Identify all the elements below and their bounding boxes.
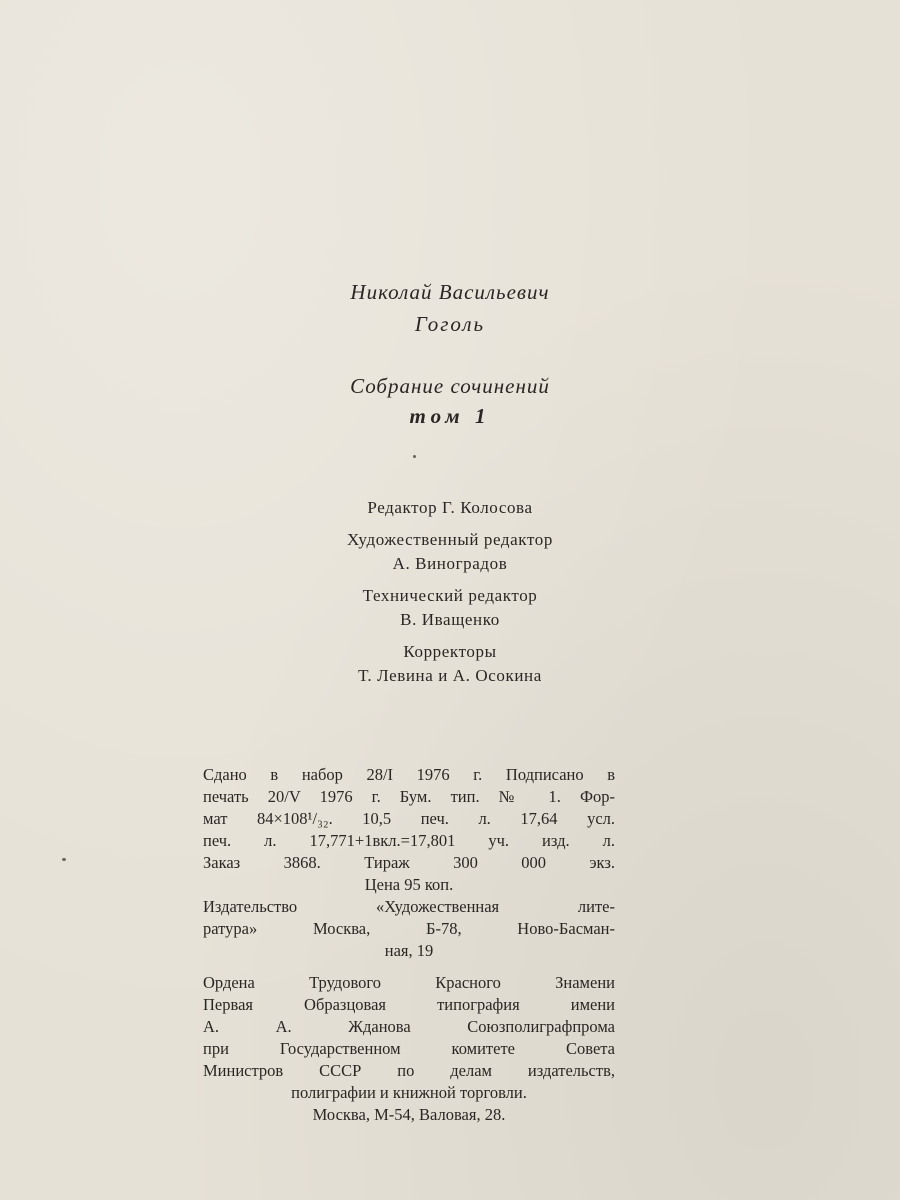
art-editor-name: А. Виноградов [392, 554, 508, 573]
printer-line: Первая Образцовая типография имени [203, 995, 615, 1014]
paper-speck [413, 455, 416, 458]
editor-line: Редактор Г. Колосова [367, 498, 533, 517]
printer-line: полиграфии и книжной торговли. [291, 1083, 527, 1102]
printer-line: при Государственном комитете Совета [203, 1039, 615, 1058]
author-first-names: Николай Васильевич [350, 280, 550, 304]
proofreaders-role: Корректоры [403, 642, 497, 661]
printer-line: Москва, М-54, Валовая, 28. [312, 1105, 506, 1124]
tech-editor-role: Технический редактор [362, 586, 538, 605]
author-surname: Гоголь [414, 312, 486, 336]
work-title: Собрание сочинений [350, 374, 550, 398]
print-info-line: печ. л. 17,771+1вкл.=17,801 уч. изд. л. [203, 831, 615, 850]
printer-line: Ордена Трудового Красного Знамени [203, 973, 615, 992]
printer-line: Министров СССР по делам издательств, [203, 1061, 615, 1080]
print-info-line: Заказ 3868. Тираж 300 000 экз. [203, 853, 615, 872]
publisher-line: ратура» Москва, Б-78, Ново-Басман- [203, 919, 615, 938]
proofreaders-names: Т. Левина и А. Осокина [358, 666, 542, 685]
publisher-line: Издательство «Художественная лите- [203, 897, 615, 916]
print-info-line: печать 20/V 1976 г. Бум. тип. № 1. Фор- [203, 787, 615, 806]
print-info-line: Сдано в набор 28/I 1976 г. Подписано в [203, 765, 615, 784]
price-line: Цена 95 коп. [364, 875, 454, 894]
printer-line: А. А. Жданова Союзполиграфпрома [203, 1017, 615, 1036]
print-info-line: мат 84×108¹/₃₂. 10,5 печ. л. 17,64 усл. [203, 809, 615, 828]
publisher-line: ная, 19 [384, 941, 434, 960]
printer-block [203, 972, 615, 1126]
art-editor-role: Художественный редактор [347, 530, 553, 549]
volume-number: том 1 [409, 404, 491, 428]
paper-speck [62, 858, 66, 861]
publisher-block [203, 896, 615, 962]
print-info-block [203, 764, 615, 896]
tech-editor-name: В. Иващенко [400, 610, 500, 629]
